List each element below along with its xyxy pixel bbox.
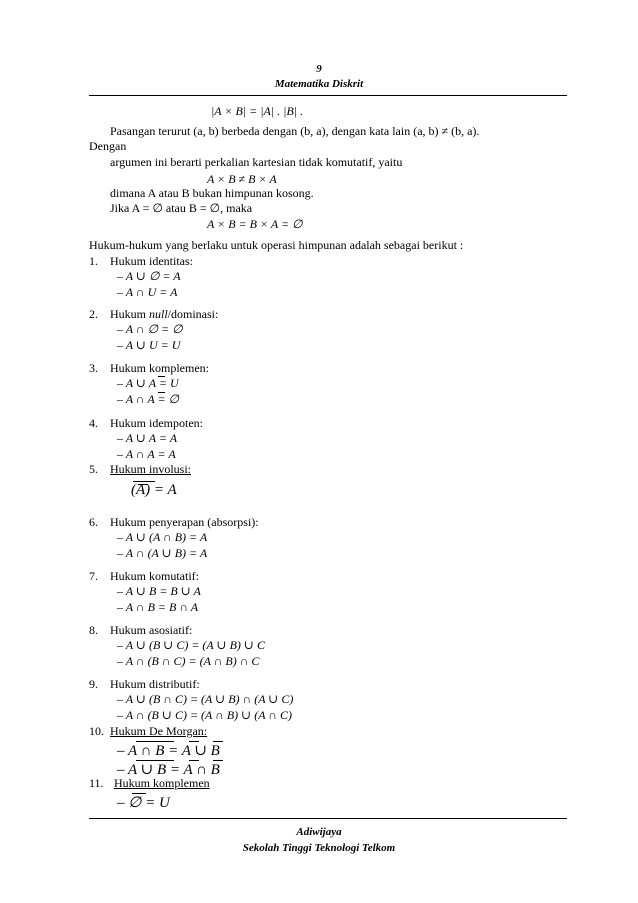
law-8-title: Hukum asosiatif: (110, 623, 193, 637)
paragraph-continuation: Dengan (89, 139, 127, 153)
paragraph-argument: argumen ini berarti perkalian kartesian tidak komutatif, yaitu (110, 155, 403, 169)
law-8-number: 8. (89, 623, 98, 637)
law-3-item-1: – A ∪ A = U (117, 376, 179, 390)
law-4-number: 4. (89, 416, 98, 430)
law-1-title: Hukum identitas: (110, 254, 193, 268)
page-number: 9 (316, 63, 322, 75)
law-1-number: 1. (89, 254, 98, 268)
complement-bar (158, 376, 165, 377)
law-8-item-1: – A ∪ (B ∪ C) = (A ∪ B) ∪ C (117, 638, 265, 652)
law-10-title: Hukum De Morgan: (110, 724, 208, 738)
law-5-title: Hukum involusi: (110, 462, 192, 476)
demorgan-bar-a (189, 741, 199, 742)
law-6-title: Hukum penyerapan (absorpsi): (110, 515, 259, 529)
law-6-item-1: – A ∪ (A ∩ B) = A (117, 530, 208, 544)
law-4-item-2: – A ∩ A = A (117, 447, 176, 461)
paragraph-empty-case: Jika A = ∅ atau B = ∅, maka (110, 201, 253, 215)
law-11-title: Hukum komplemen (114, 776, 210, 790)
footer-author: Adiwijaya (296, 826, 342, 838)
demorgan-bar-b (213, 741, 223, 742)
header-rule (89, 95, 567, 96)
law-9-number: 9. (89, 677, 98, 691)
law-2-title: Hukum null/dominasi: (110, 307, 219, 321)
paragraph-nonempty: dimana A atau B bukan himpunan kosong. (110, 186, 314, 200)
law-7-title: Hukum komutatif: (110, 569, 199, 583)
running-title: Matematika Diskrit (274, 78, 364, 90)
involution-bar-outer (133, 481, 155, 482)
law-8-item-2: – A ∩ (B ∩ C) = (A ∩ B) ∩ C (117, 654, 260, 668)
demorgan-bar-left (136, 741, 174, 742)
laws-intro: Hukum-hukum yang berlaku untuk operasi himpunan adalah sebagai berikut : (89, 238, 464, 252)
law-1-item-1: – A ∪ ∅ = A (117, 269, 181, 283)
law-6-item-2: – A ∩ (A ∪ B) = A (117, 546, 208, 560)
law-4-item-1: – A ∪ A = A (117, 431, 178, 445)
law-10-number: 10. (89, 724, 104, 738)
footer-institution: Sekolah Tinggi Teknologi Telkom (242, 842, 396, 854)
law-6-number: 6. (89, 515, 98, 529)
complement-bar (158, 392, 165, 393)
law-11-item-1: – ∅ = U (117, 795, 170, 811)
demorgan-bar-a (189, 760, 199, 761)
law-3-title: Hukum komplemen: (110, 361, 209, 375)
paragraph-ordered-pair: Pasangan terurut (a, b) berbeda dengan (b, a), dengan kata lain (a, b) ≠ (b, a). (110, 124, 480, 138)
law-2-item-1: – A ∩ ∅ = ∅ (117, 322, 183, 336)
involution-bar-inner (138, 484, 148, 485)
law-7-item-1: – A ∪ B = B ∪ A (117, 584, 201, 598)
law-4-title: Hukum idempoten: (110, 416, 203, 430)
law-3-item-2: – A ∩ A = ∅ (117, 392, 180, 406)
law-5-number: 5. (89, 462, 98, 476)
law-9-item-2: – A ∩ (B ∪ C) = (A ∩ B) ∪ (A ∩ C) (117, 708, 292, 722)
formula-noncommutative: A × B ≠ B × A (207, 172, 277, 186)
law-7-item-2: – A ∩ B = B ∩ A (117, 600, 199, 614)
law-1-item-2: – A ∩ U = A (117, 285, 178, 299)
formula-empty-product: A × B = B × A = ∅ (207, 217, 303, 231)
formula-cardinality: |A × B| = |A| . |B| . (211, 104, 304, 118)
law-5-item-1: (A) = A (131, 482, 177, 498)
demorgan-bar-b (213, 760, 223, 761)
footer-rule (89, 818, 567, 819)
law-9-title: Hukum distributif: (110, 677, 200, 691)
law-9-item-1: – A ∪ (B ∩ C) = (A ∪ B) ∩ (A ∪ C) (117, 692, 294, 706)
law-7-number: 7. (89, 569, 98, 583)
demorgan-bar-left (136, 760, 174, 761)
law-10-item-1: – A ∩ B = A ∪ B (117, 743, 220, 759)
law-3-number: 3. (89, 361, 98, 375)
law-11-number: 11. (89, 776, 104, 790)
law-10-item-2: – A ∪ B = A ∩ B (117, 762, 220, 778)
complement-empty-bar (132, 793, 146, 794)
law-2-item-2: – A ∪ U = U (117, 338, 181, 352)
law-2-number: 2. (89, 307, 98, 321)
